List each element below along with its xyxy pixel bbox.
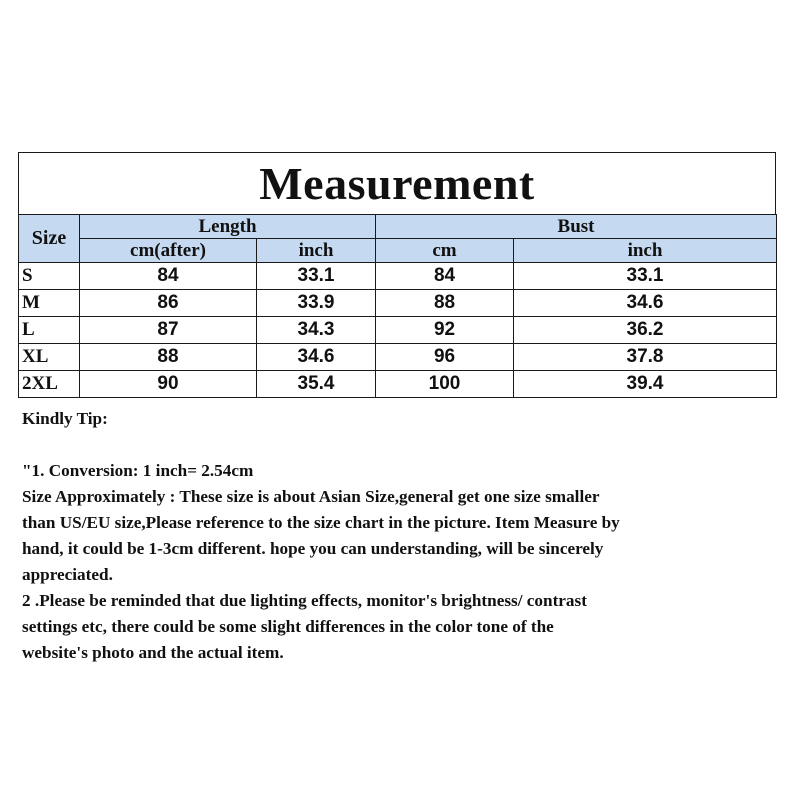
tip-spacer xyxy=(22,432,782,458)
bust-cm-header: cm xyxy=(376,239,514,263)
size-chart xyxy=(18,152,776,405)
length-inch-cell: 33.9 xyxy=(257,290,376,317)
tip-line: hand, it could be 1-3cm different. hope you can understanding, will be sincerely xyxy=(22,539,604,558)
length-cm-cell: 90 xyxy=(80,371,257,398)
length-inch-cell: 33.1 xyxy=(257,263,376,290)
length-inch-cell: 34.3 xyxy=(257,317,376,344)
bust-inch-cell: 39.4 xyxy=(514,371,777,398)
bust-cm-cell: 92 xyxy=(376,317,514,344)
bust-inch-cell: 37.8 xyxy=(514,344,777,371)
tip-line: "1. Conversion: 1 inch= 2.54cm xyxy=(22,461,254,480)
header-row-groups xyxy=(19,215,777,239)
bust-cm-cell: 88 xyxy=(376,290,514,317)
length-inch-header: inch xyxy=(257,239,376,263)
tip-line: 2 .Please be reminded that due lighting effects, monitor's brightness/ contrast xyxy=(22,591,587,610)
size-cell: L xyxy=(19,317,80,344)
bust-cm-cell: 96 xyxy=(376,344,514,371)
tip-line: website's photo and the actual item. xyxy=(22,643,284,662)
length-inch-cell: 34.6 xyxy=(257,344,376,371)
title-banner xyxy=(18,152,776,214)
size-column-header: Size xyxy=(19,215,80,263)
bust-inch-cell: 34.6 xyxy=(514,290,777,317)
tip-line: appreciated. xyxy=(22,565,113,584)
tip-line: Size Approximately : These size is about Asian Size,general get one size smaller xyxy=(22,487,600,506)
table-row xyxy=(19,317,777,344)
size-cell: M xyxy=(19,290,80,317)
bust-cm-cell: 100 xyxy=(376,371,514,398)
bust-group-header: Bust xyxy=(376,215,777,239)
tip-line: settings etc, there could be some slight differences in the color tone of the xyxy=(22,617,554,636)
table-row xyxy=(19,371,777,398)
length-cm-cell: 87 xyxy=(80,317,257,344)
size-table xyxy=(18,214,777,398)
table-row xyxy=(19,344,777,371)
header-row-units xyxy=(19,239,777,263)
bust-inch-cell: 33.1 xyxy=(514,263,777,290)
length-inch-cell: 35.4 xyxy=(257,371,376,398)
length-cm-header: cm(after) xyxy=(80,239,257,263)
tip-heading: Kindly Tip: xyxy=(22,409,108,428)
size-cell: 2XL xyxy=(19,371,80,398)
bust-cm-cell: 84 xyxy=(376,263,514,290)
size-cell: XL xyxy=(19,344,80,371)
length-cm-cell: 88 xyxy=(80,344,257,371)
bust-inch-header: inch xyxy=(514,239,777,263)
kindly-tip-section xyxy=(22,406,782,666)
tip-line: than US/EU size,Please reference to the size chart in the picture. Item Measure by xyxy=(22,513,620,532)
length-cm-cell: 84 xyxy=(80,263,257,290)
table-row xyxy=(19,263,777,290)
table-row xyxy=(19,290,777,317)
size-cell: S xyxy=(19,263,80,290)
length-cm-cell: 86 xyxy=(80,290,257,317)
bust-inch-cell: 36.2 xyxy=(514,317,777,344)
page-title: Measurement xyxy=(259,158,535,209)
length-group-header: Length xyxy=(80,215,376,239)
